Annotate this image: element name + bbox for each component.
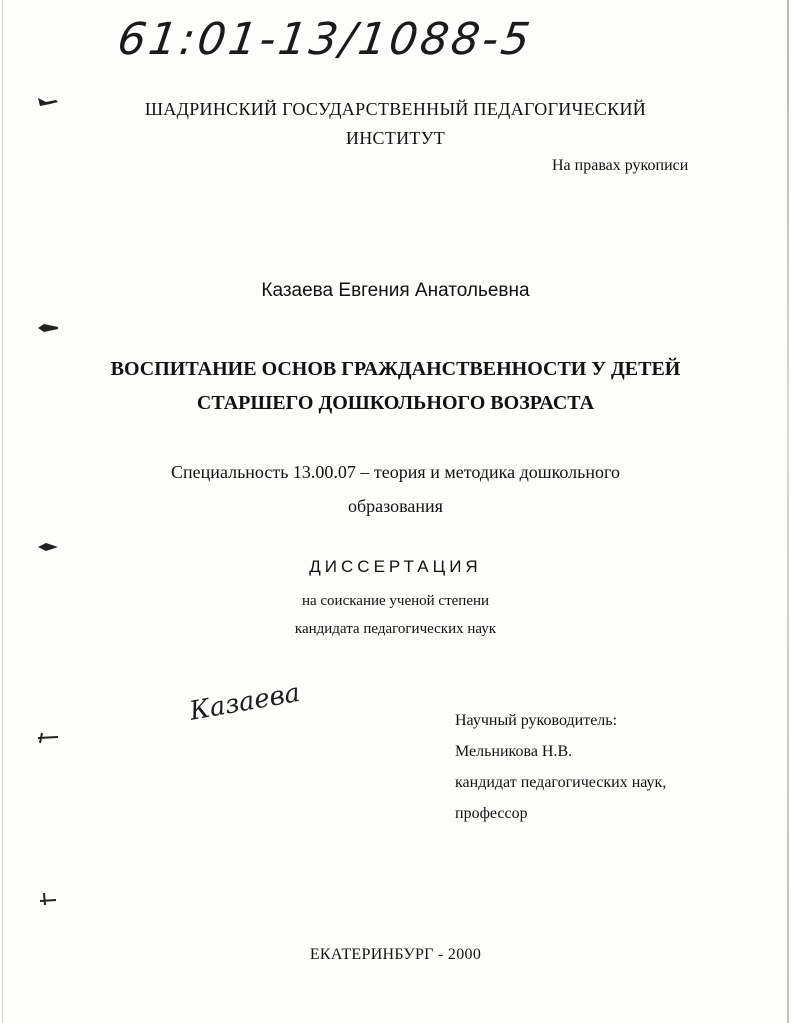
supervisor-label: Научный руководитель: — [455, 712, 618, 729]
document-type: ДИССЕРТАЦИЯ — [309, 557, 482, 576]
degree-line-1: на соискание ученой степени — [301, 593, 490, 609]
specialty-line-2: образования — [348, 496, 443, 516]
specialty — [0, 455, 791, 523]
margin-arrow-mark-icon — [36, 732, 60, 744]
handwritten-signature: Казаева — [187, 677, 303, 727]
institution-name — [0, 95, 791, 153]
degree-sought — [0, 587, 791, 643]
supervisor-degree: кандидат педагогических наук, — [455, 774, 667, 791]
thesis-title — [0, 352, 791, 420]
supervisor-block — [455, 705, 666, 829]
margin-arrow-mark-icon — [36, 541, 60, 553]
city-year: ЕКАТЕРИНБУРГ - 2000 — [309, 946, 482, 963]
margin-arrow-mark-icon — [36, 322, 60, 334]
author-name: Казаева Евгения Анатольевна — [261, 280, 530, 301]
institution-line-2: ИНСТИТУТ — [345, 128, 446, 148]
degree-line-2: кандидата педагогических наук — [294, 621, 497, 637]
supervisor-title: профессор — [455, 805, 528, 822]
supervisor-name: Мельникова Н.В. — [455, 743, 573, 760]
thesis-title-line-2: СТАРШЕГО ДОШКОЛЬНОГО ВОЗРАСТА — [196, 392, 595, 414]
thesis-title-line-1: ВОСПИТАНИЕ ОСНОВ ГРАЖДАНСТВЕННОСТИ У ДЕТЕЙ — [110, 358, 681, 380]
manuscript-note: На правах рукописи — [552, 157, 689, 174]
specialty-line-1: Специальность 13.00.07 – теория и методика дошкольного — [171, 462, 620, 482]
margin-arrow-mark-icon — [36, 96, 60, 108]
institution-line-1: ШАДРИНСКИЙ ГОСУДАРСТВЕННЫЙ ПЕДАГОГИЧЕСКИЙ — [144, 99, 647, 119]
archive-code: 61:01-13/1088-5 — [114, 14, 536, 65]
margin-arrow-mark-icon — [36, 893, 60, 905]
